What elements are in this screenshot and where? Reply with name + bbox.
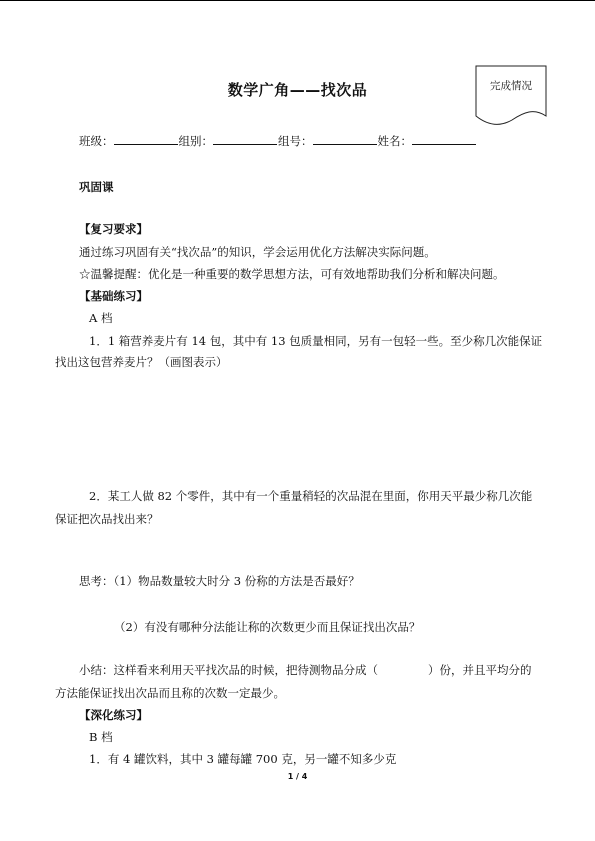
group-number-label: 组号： — [278, 134, 313, 148]
think-question-1: 思考：（1）物品数量较大时分 3 份称的方法是否最好？ — [79, 574, 360, 588]
name-label: 姓名： — [377, 134, 412, 148]
page-number: 1 / 4 — [287, 772, 308, 781]
question-1-line-2: 找出这包营养麦片？（画图表示） — [55, 355, 228, 369]
page-title: 数学广角——找次品 — [227, 81, 368, 99]
basic-practice-heading: 【基础练习】 — [79, 289, 148, 303]
review-heading: 【复习要求】 — [79, 222, 148, 236]
summary-text-a: 小结：这样看来利用天平找次品的时候，把待测物品分成（ — [79, 663, 378, 677]
review-text: 通过练习巩固有关“找次品”的知识，学会运用优化方法解决实际问题。 — [79, 245, 436, 259]
advanced-practice-heading: 【深化练习】 — [79, 708, 148, 722]
page-top-border — [0, 0, 595, 1]
summary-text-b: ）份，并且平均分的 — [428, 663, 532, 677]
advanced-question-1: 1．有 4 罐饮料，其中 3 罐每罐 700 克，另一罐不知多少克 — [89, 752, 397, 766]
class-blank[interactable] — [114, 133, 178, 145]
group-number-blank[interactable] — [313, 133, 377, 145]
question-2-line-2: 保证把次品找出来？ — [55, 512, 159, 526]
advanced-level-label: B 档 — [89, 730, 113, 744]
basic-level-label: A 档 — [89, 311, 113, 325]
group-blank[interactable] — [213, 133, 277, 145]
summary-line-2: 方法能保证找出次品而且称的次数一定最少。 — [55, 686, 285, 700]
review-tip: ☆温馨提醒：优化是一种重要的数学思想方法，可有效地帮助我们分析和解决问题。 — [79, 267, 505, 281]
group-label: 组别： — [178, 134, 213, 148]
think-question-2: （2）有没有哪种分法能让称的次数更少而且保证找出次品？ — [114, 620, 421, 634]
question-2-line-1: 2．某工人做 82 个零件，其中有一个重量稍轻的次品混在里面，你用天平最少称几次能 — [89, 489, 533, 503]
lesson-type: 巩固课 — [79, 180, 114, 194]
class-label: 班级： — [79, 134, 114, 148]
completion-status-label: 完成情况 — [490, 80, 532, 92]
student-info-row — [79, 133, 477, 149]
question-1-line-1: 1．1 箱营养麦片有 14 包，其中有 13 包质量相同，另有一包轻一些。至少称几次能保证 — [89, 334, 543, 348]
name-blank[interactable] — [412, 133, 476, 145]
summary-line-1 — [79, 662, 532, 678]
